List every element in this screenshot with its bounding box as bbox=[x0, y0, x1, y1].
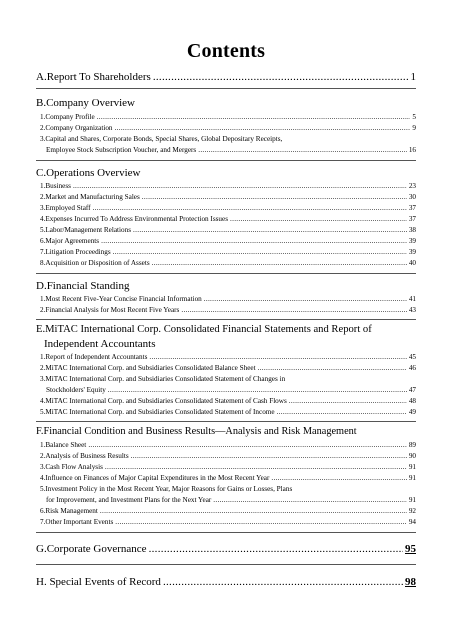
leader-dots bbox=[115, 124, 411, 132]
toc-item-label: 1.Report of Independent Accountants bbox=[40, 353, 148, 361]
toc-page-number: 38 bbox=[408, 226, 416, 234]
toc-page-number: 39 bbox=[408, 248, 416, 256]
toc-item-label: 5.MiTAC International Corp. and Subsidiaries Consolidated Statement of Income bbox=[40, 408, 275, 416]
toc-item-label: 4.Expenses Incurred To Address Environmental Protection Issues bbox=[40, 215, 228, 223]
divider bbox=[36, 421, 416, 422]
toc-page-number: 37 bbox=[408, 204, 416, 212]
toc-item-label: 3.Employed Staff bbox=[40, 204, 91, 212]
leader-dots bbox=[142, 193, 407, 201]
divider bbox=[36, 532, 416, 533]
toc-section-h[interactable] bbox=[36, 576, 416, 588]
leader-dots bbox=[101, 237, 407, 245]
toc-section-label: A.Report To Shareholders bbox=[36, 71, 151, 83]
divider bbox=[36, 273, 416, 274]
divider bbox=[36, 319, 416, 320]
toc-section-label: B.Company Overview bbox=[36, 97, 135, 109]
leader-dots bbox=[163, 576, 403, 588]
toc-item[interactable] bbox=[40, 408, 416, 416]
leader-dots bbox=[73, 182, 407, 190]
toc-item[interactable] bbox=[40, 259, 416, 267]
toc-item-continuation[interactable] bbox=[46, 496, 416, 504]
toc-item-continuation[interactable] bbox=[46, 386, 416, 394]
toc-page-number: 92 bbox=[408, 507, 416, 515]
leader-dots bbox=[97, 113, 411, 121]
toc-page-number: 1 bbox=[410, 71, 416, 83]
toc-section-label: G.Corporate Governance bbox=[36, 543, 147, 555]
toc-item[interactable] bbox=[40, 485, 416, 493]
leader-dots bbox=[152, 259, 407, 267]
toc-item[interactable] bbox=[40, 237, 416, 245]
toc-item-label: 3.MiTAC International Corp. and Subsidiaries Consolidated Statement of Changes in bbox=[40, 375, 286, 383]
leader-dots bbox=[149, 353, 406, 361]
toc-page-number: 95 bbox=[405, 543, 416, 555]
toc-item[interactable] bbox=[40, 248, 416, 256]
leader-dots bbox=[213, 496, 407, 504]
toc-section-f bbox=[36, 426, 416, 437]
toc-section-label: F.Financial Condition and Business Results—Analysis and Risk Management bbox=[36, 426, 357, 437]
toc-section-a[interactable] bbox=[36, 71, 416, 83]
toc-section-label: H. Special Events of Record bbox=[36, 576, 161, 588]
toc-item[interactable] bbox=[40, 364, 416, 372]
toc-page-number: 16 bbox=[408, 146, 416, 154]
leader-dots bbox=[198, 146, 407, 154]
toc-item-label: Employee Stock Subscription Voucher, and Mergers bbox=[46, 146, 197, 154]
toc-item-label: 5.Labor/Management Relations bbox=[40, 226, 132, 234]
leader-dots bbox=[149, 543, 403, 555]
toc-item-label: Stockholders' Equity bbox=[46, 386, 106, 394]
toc-item-label: 1.Business bbox=[40, 182, 71, 190]
toc-item-label: 5.Investment Policy in the Most Recent Year, Major Reasons for Gains or Losses, Plans bbox=[40, 485, 293, 493]
toc-page-number: 91 bbox=[408, 474, 416, 482]
toc-item[interactable] bbox=[40, 353, 416, 361]
toc-item-label: 6.Major Agreements bbox=[40, 237, 100, 245]
divider bbox=[36, 160, 416, 161]
toc-section-e bbox=[36, 324, 416, 335]
toc-item-label: 1.Most Recent Five-Year Concise Financial Information bbox=[40, 295, 202, 303]
toc-page-number: 23 bbox=[408, 182, 416, 190]
toc-item[interactable] bbox=[40, 452, 416, 460]
toc-item-label: 3.Cash Flow Analysis bbox=[40, 463, 103, 471]
leader-dots bbox=[204, 295, 407, 303]
toc-item[interactable] bbox=[40, 397, 416, 405]
toc-page-number: 47 bbox=[408, 386, 416, 394]
leader-dots bbox=[105, 463, 407, 471]
toc-item-label: 8.Acquisition or Disposition of Assets bbox=[40, 259, 150, 267]
leader-dots bbox=[88, 441, 407, 449]
leader-dots bbox=[115, 518, 407, 526]
toc-page-number: 94 bbox=[408, 518, 416, 526]
toc-item[interactable] bbox=[40, 135, 416, 143]
toc-item[interactable] bbox=[40, 124, 416, 132]
leader-dots bbox=[289, 397, 407, 405]
toc-item[interactable] bbox=[40, 215, 416, 223]
toc-item-label: 3.Capital and Shares, Corporate Bonds, Special Shares, Global Depositary Receipts, bbox=[40, 135, 283, 143]
leader-dots bbox=[108, 386, 407, 394]
leader-dots bbox=[133, 226, 407, 234]
leader-dots bbox=[153, 71, 409, 83]
toc-section-c bbox=[36, 167, 416, 179]
toc-item[interactable] bbox=[40, 441, 416, 449]
toc-item[interactable] bbox=[40, 306, 416, 314]
leader-dots bbox=[181, 306, 406, 314]
page-title: Contents bbox=[186, 40, 266, 62]
toc-page-number: 30 bbox=[408, 193, 416, 201]
toc-section-d bbox=[36, 280, 416, 292]
toc-section-g[interactable] bbox=[36, 543, 416, 555]
toc-item-label: 2.Financial Analysis for Most Recent Five Years bbox=[40, 306, 180, 314]
toc-section-label-continuation: Independent Accountants bbox=[44, 338, 156, 350]
toc-section-b bbox=[36, 97, 416, 109]
toc-item-label: 7.Litigation Proceedings bbox=[40, 248, 111, 256]
leader-dots bbox=[93, 204, 407, 212]
leader-dots bbox=[277, 408, 407, 416]
toc-item[interactable] bbox=[40, 507, 416, 515]
toc-item[interactable] bbox=[40, 193, 416, 201]
toc-page-number: 9 bbox=[412, 124, 416, 132]
toc-item-label: 4.Influence on Finances of Major Capital Expenditures in the Most Recent Year bbox=[40, 474, 270, 482]
toc-section-label: D.Financial Standing bbox=[36, 280, 130, 292]
leader-dots bbox=[230, 215, 407, 223]
toc-item[interactable] bbox=[40, 226, 416, 234]
toc-item[interactable] bbox=[40, 463, 416, 471]
toc-item-label: 2.Company Organization bbox=[40, 124, 113, 132]
leader-dots bbox=[258, 364, 407, 372]
toc-page-number: 40 bbox=[408, 259, 416, 267]
toc-page-number: 91 bbox=[408, 496, 416, 504]
toc-item-label: 2.Analysis of Business Results bbox=[40, 452, 129, 460]
toc-item-label: 7.Other Important Events bbox=[40, 518, 114, 526]
toc-item-label: 6.Risk Management bbox=[40, 507, 98, 515]
toc-page-number: 5 bbox=[412, 113, 416, 121]
toc-item-label: 2.MiTAC International Corp. and Subsidiaries Consolidated Balance Sheet bbox=[40, 364, 256, 372]
leader-dots bbox=[131, 452, 407, 460]
toc-page-number: 91 bbox=[408, 463, 416, 471]
toc-item-label: 1.Balance Sheet bbox=[40, 441, 87, 449]
leader-dots bbox=[100, 507, 407, 515]
toc-page-number: 41 bbox=[408, 295, 416, 303]
toc-item[interactable] bbox=[40, 295, 416, 303]
divider bbox=[36, 88, 416, 89]
toc-item[interactable] bbox=[40, 518, 416, 526]
toc-item-label: 2.Market and Manufacturing Sales bbox=[40, 193, 140, 201]
toc-page-number: 45 bbox=[408, 353, 416, 361]
toc-item[interactable] bbox=[40, 375, 416, 383]
toc-item-label: 1.Company Profile bbox=[40, 113, 95, 121]
toc-item[interactable] bbox=[40, 204, 416, 212]
toc-page-number: 90 bbox=[408, 452, 416, 460]
toc-page-number: 46 bbox=[408, 364, 416, 372]
toc-item[interactable] bbox=[40, 113, 416, 121]
toc-page-number: 48 bbox=[408, 397, 416, 405]
toc-page-number: 43 bbox=[408, 306, 416, 314]
toc-page-number: 37 bbox=[408, 215, 416, 223]
toc-item-continuation[interactable] bbox=[46, 146, 416, 154]
toc-page-number: 49 bbox=[408, 408, 416, 416]
leader-dots bbox=[113, 248, 407, 256]
toc-section-label: E.MiTAC International Corp. Consolidated Financial Statements and Report of bbox=[36, 324, 372, 335]
leader-dots bbox=[271, 474, 406, 482]
divider bbox=[36, 564, 416, 565]
toc-page-number: 89 bbox=[408, 441, 416, 449]
toc-item-label: 4.MiTAC International Corp. and Subsidiaries Consolidated Statement of Cash Flows bbox=[40, 397, 287, 405]
toc-page-number: 98 bbox=[405, 576, 416, 588]
toc-item-label: for Improvement, and Investment Plans for the Next Year bbox=[46, 496, 212, 504]
toc-item[interactable] bbox=[40, 474, 416, 482]
toc-item[interactable] bbox=[40, 182, 416, 190]
toc-section-label: C.Operations Overview bbox=[36, 167, 141, 179]
toc-page-number: 39 bbox=[408, 237, 416, 245]
